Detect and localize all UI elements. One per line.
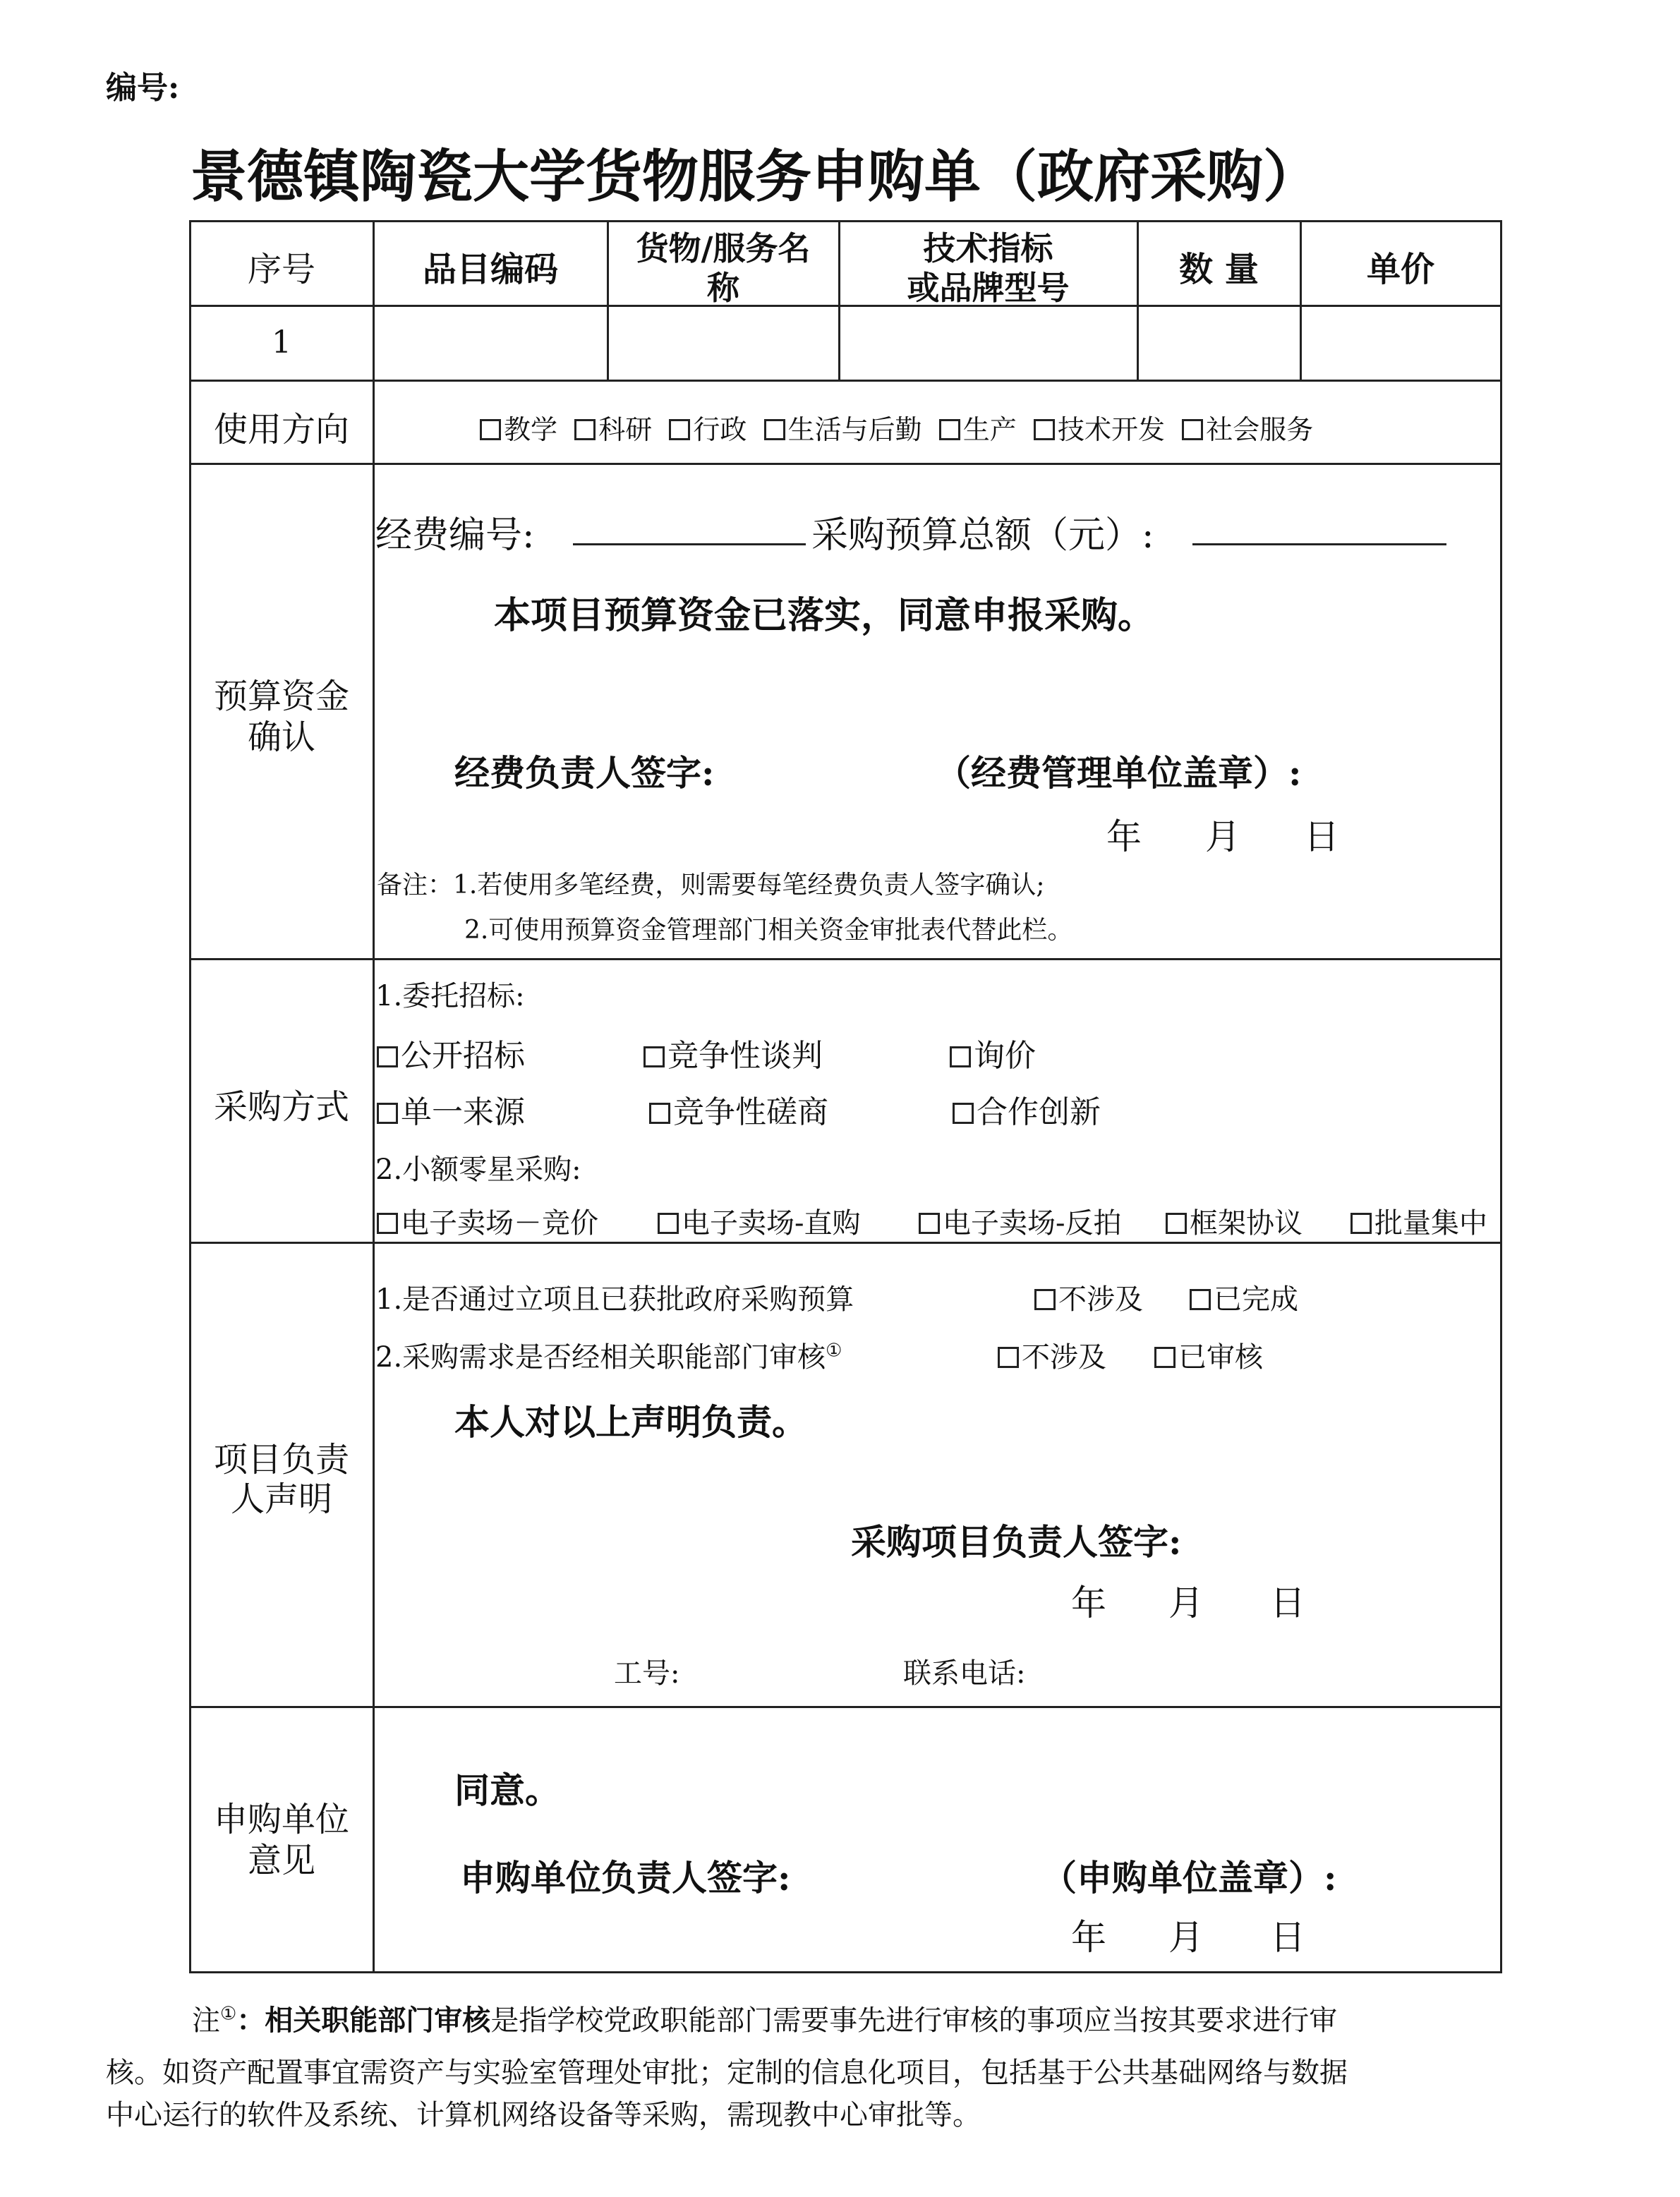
- procurement-option[interactable]: 电子卖场－竞价: [377, 1201, 598, 1241]
- declaration-date-day: 日: [1270, 1582, 1305, 1623]
- checkbox-icon[interactable]: [1154, 1347, 1176, 1368]
- header-name-line2: 称: [707, 269, 739, 307]
- usage-option[interactable]: 教学: [480, 414, 557, 445]
- usage-option[interactable]: 科研: [574, 414, 652, 445]
- staff-number-field[interactable]: [699, 1648, 875, 1683]
- checkbox-icon[interactable]: [1350, 1213, 1372, 1234]
- checkbox-icon[interactable]: [1190, 1289, 1211, 1310]
- unit-stamp-label: （申购单位盖章）:: [1041, 1857, 1337, 1899]
- unit-opinion-label-line1: 申购单位: [213, 1800, 349, 1839]
- checkbox-icon[interactable]: [919, 1213, 940, 1234]
- procurement-section2: 2.小额零星采购:: [375, 1154, 581, 1186]
- unit-date-day: 日: [1270, 1917, 1305, 1958]
- usage-option[interactable]: 生产: [939, 414, 1017, 445]
- procurement-option[interactable]: 框架协议: [1166, 1201, 1303, 1241]
- budget-total-label: 采购预算总额（元）:: [811, 514, 1154, 557]
- header-item-code: 品目编码: [422, 250, 558, 289]
- procurement-option[interactable]: 批量集中: [1350, 1201, 1487, 1241]
- declaration-label-line2: 人声明: [230, 1479, 332, 1519]
- row1-unit-price-cell[interactable]: [1303, 308, 1499, 378]
- phone-field[interactable]: [1058, 1648, 1411, 1683]
- declaration-label-line1: 项目负责: [213, 1440, 349, 1479]
- checkbox-icon[interactable]: [377, 1103, 398, 1124]
- declaration-q2-option[interactable]: 不涉及: [998, 1335, 1106, 1375]
- procurement-option[interactable]: 电子卖场-直购: [658, 1201, 861, 1241]
- row1-spec-cell[interactable]: [841, 308, 1135, 378]
- document-number-label: 编号:: [106, 70, 180, 106]
- footnote-line2: 核。如资产配置事宜需资产与实验室管理处审批；定制的信息化项目，包括基于公共基础网络与数据: [106, 2057, 1348, 2089]
- footnote-line3: 中心运行的软件及系统、计算机网络设备等采购，需现教中心审批等。: [106, 2099, 981, 2131]
- checkbox-icon[interactable]: [480, 419, 501, 440]
- procurement-option[interactable]: 公开招标: [377, 1030, 525, 1075]
- usage-option[interactable]: 行政: [669, 414, 747, 445]
- budget-label-line2: 确认: [247, 718, 315, 757]
- budget-label-line1: 预算资金: [213, 677, 349, 716]
- declaration-date-year: 年: [1071, 1582, 1106, 1623]
- usage-option[interactable]: 社会服务: [1182, 414, 1313, 445]
- row1-quantity-cell[interactable]: [1140, 308, 1298, 378]
- checkbox-icon[interactable]: [1034, 419, 1055, 440]
- budget-date-year: 年: [1106, 816, 1142, 857]
- header-spec-line2: 或品牌型号: [907, 269, 1070, 307]
- declaration-q1: 1.是否通过立项且已获批政府采购预算: [375, 1283, 854, 1316]
- procurement-option[interactable]: 询价: [950, 1030, 1036, 1075]
- declaration-q1-option[interactable]: 不涉及: [1034, 1277, 1143, 1317]
- procurement-label: 采购方式: [213, 1087, 349, 1127]
- checkbox-icon[interactable]: [669, 419, 690, 440]
- header-spec-line1: 技术指标: [923, 229, 1053, 267]
- unit-date-year: 年: [1071, 1917, 1106, 1958]
- header-unit-price: 单价: [1366, 250, 1434, 289]
- checkbox-icon[interactable]: [574, 419, 596, 440]
- unit-signer-label: 申购单位负责人签字:: [460, 1857, 791, 1899]
- declaration-q1-option[interactable]: 已完成: [1190, 1277, 1298, 1317]
- usage-option[interactable]: 技术开发: [1034, 414, 1165, 445]
- header-name-line1: 货物/服务名: [636, 229, 811, 267]
- staff-number-label: 工号:: [614, 1657, 680, 1690]
- footnote-mark: ①: [826, 1340, 842, 1362]
- checkbox-icon[interactable]: [377, 1213, 398, 1234]
- checkbox-icon[interactable]: [1182, 419, 1203, 440]
- checkbox-icon[interactable]: [643, 1046, 665, 1067]
- phone-label: 联系电话:: [903, 1657, 1026, 1690]
- checkbox-icon[interactable]: [953, 1103, 974, 1124]
- checkbox-icon[interactable]: [764, 419, 785, 440]
- procurement-option[interactable]: 合作创新: [953, 1087, 1101, 1132]
- usage-options: [480, 408, 1313, 447]
- budget-total-field[interactable]: [1192, 543, 1446, 545]
- checkbox-icon[interactable]: [1166, 1213, 1187, 1234]
- declaration-q2: 2.采购需求是否经相关职能部门审核①: [375, 1340, 842, 1374]
- usage-label: 使用方向: [213, 410, 349, 449]
- footnote-line1: 注①：相关职能部门审核是指学校党政职能部门需要事先进行审核的事项应当按其要求进行审: [192, 2003, 1338, 2037]
- checkbox-icon[interactable]: [950, 1046, 971, 1067]
- row1-item-code-cell[interactable]: [375, 308, 605, 378]
- checkbox-icon[interactable]: [939, 419, 960, 440]
- checkbox-icon[interactable]: [1034, 1289, 1056, 1310]
- unit-opinion-label-line2: 意见: [247, 1841, 315, 1880]
- fund-number-label: 经费编号:: [375, 514, 535, 557]
- row1-name-cell[interactable]: [610, 308, 837, 378]
- row1-seq: 1: [272, 325, 291, 361]
- fund-number-field[interactable]: [573, 543, 806, 545]
- declaration-signer-label: 采购项目负责人签字:: [851, 1521, 1182, 1563]
- budget-note-1: 备注：1.若使用多笔经费，则需要每笔经费负责人签字确认;: [377, 871, 1045, 900]
- header-seq: 序号: [247, 250, 315, 289]
- checkbox-icon[interactable]: [658, 1213, 679, 1234]
- usage-option[interactable]: 生活与后勤: [764, 414, 922, 445]
- procurement-option[interactable]: 竞争性磋商: [649, 1087, 828, 1132]
- procurement-section1: 1.委托招标:: [375, 980, 525, 1012]
- declaration-statement: 本人对以上声明负责。: [454, 1401, 807, 1443]
- checkbox-icon[interactable]: [377, 1046, 398, 1067]
- budget-note-2: 2.可使用预算资金管理部门相关资金审批表代替此栏。: [464, 916, 1073, 945]
- declaration-signature-field[interactable]: [1228, 1510, 1482, 1552]
- header-quantity: 数 量: [1179, 250, 1259, 289]
- declaration-q2-option[interactable]: 已审核: [1154, 1335, 1263, 1375]
- unit-date-month: 月: [1168, 1917, 1204, 1958]
- declaration-date-month: 月: [1168, 1582, 1204, 1623]
- unit-signature-field[interactable]: [833, 1846, 1044, 1888]
- procurement-option[interactable]: 单一来源: [377, 1087, 525, 1132]
- budget-statement: 本项目预算资金已落实，同意申报采购。: [494, 594, 1155, 637]
- budget-date-month: 月: [1205, 816, 1240, 857]
- checkbox-icon[interactable]: [998, 1347, 1019, 1368]
- checkbox-icon[interactable]: [649, 1103, 670, 1124]
- budget-stamp-label: （经费管理单位盖章）:: [936, 752, 1302, 794]
- budget-date-day: 日: [1304, 816, 1339, 857]
- procurement-option[interactable]: 竞争性谈判: [643, 1030, 823, 1075]
- procurement-option[interactable]: 电子卖场-反拍: [919, 1201, 1122, 1241]
- budget-signer-label: 经费负责人签字:: [454, 752, 715, 794]
- page-title: 景德镇陶瓷大学货物服务申购单（政府采购）: [191, 143, 1319, 210]
- unit-opinion-statement: 同意。: [454, 1769, 560, 1811]
- footnote-mark: ①: [220, 2003, 237, 2025]
